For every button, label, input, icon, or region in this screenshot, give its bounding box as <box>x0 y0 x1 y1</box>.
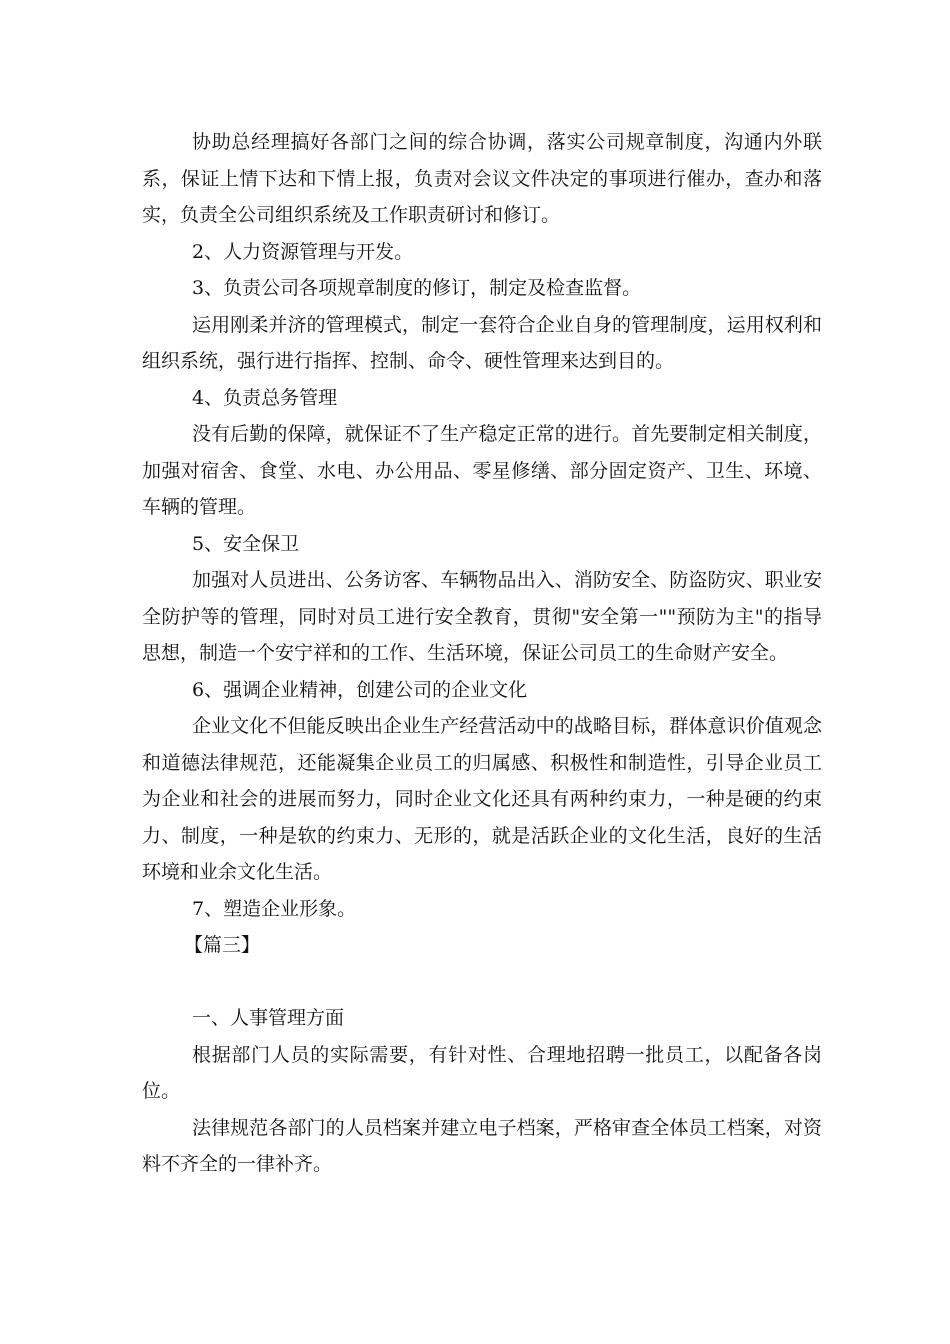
paragraph-recruitment: 根据部门人员的实际需要，有针对性、合理地招聘一批员工，以配备各岗位。 <box>142 1043 822 1102</box>
paragraph-logistics: 没有后勤的保障，就保证不了生产稳定正常的进行。首先要制定相关制度，加强对宿舍、食堂、水电、办公用品、零星修缮、部分固定资产、卫生、环境、车辆的管理。 <box>142 423 822 518</box>
item-heading-4: 4、负责总务管理 <box>192 386 338 409</box>
item-heading-7: 7、塑造企业形象。 <box>192 897 357 920</box>
paragraph-culture: 企业文化不但能反映出企业生产经营活动中的战略目标，群体意识价值观念和道德法律规范，还能凝集企业员工的归属感、积极性和制造性，引导企业员工为企业和社会的进展而努力，同时企业文化还具有两种约束力，一种是硬的约束力、制度，一种是软的约束力、无形的，就是活跃企业的文化生活，良好的生活环境和业余文化生活。 <box>142 715 822 883</box>
item-heading-3: 3、负责公司各项规章制度的修订，制定及检查监督。 <box>192 277 642 299</box>
blank-line <box>142 964 822 1001</box>
item-heading-5: 5、安全保卫 <box>192 532 300 555</box>
paragraph-records: 法律规范各部门的人员档案并建立电子档案，严格审查全体员工档案，对资料不齐全的一律补齐。 <box>142 1116 822 1175</box>
document-body <box>142 124 822 1183</box>
paragraph-management-mode: 运用刚柔并济的管理模式，制定一套符合企业自身的管理制度，运用权利和组织系统，强行进行指挥、控制、命令、硬性管理来达到目的。 <box>142 313 822 372</box>
item-heading-personnel: 一、人事管理方面 <box>192 1007 345 1029</box>
paragraph-security: 加强对人员进出、公务访客、车辆物品出入、消防安全、防盗防灾、职业安全防护等的管理，同时对员工进行安全教育，贯彻"安全第一""预防为主"的指导思想，制造一个安宁祥和的工作、生活环境，保证公司员工的生命财产安全。 <box>142 569 822 664</box>
item-heading-2: 2、人力资源管理与开发。 <box>192 240 414 263</box>
paragraph-coordination: 协助总经理搞好各部门之间的综合协调，落实公司规章制度，沟通内外联系，保证上情下达和下情上报，负责对会议文件决定的事项进行催办，查办和落实，负责全公司组织系统及工作职责研讨和修订。 <box>142 131 822 226</box>
section-title-part-three: 【篇三】 <box>184 934 261 956</box>
item-heading-6: 6、强调企业精神，创建公司的企业文化 <box>192 678 528 701</box>
